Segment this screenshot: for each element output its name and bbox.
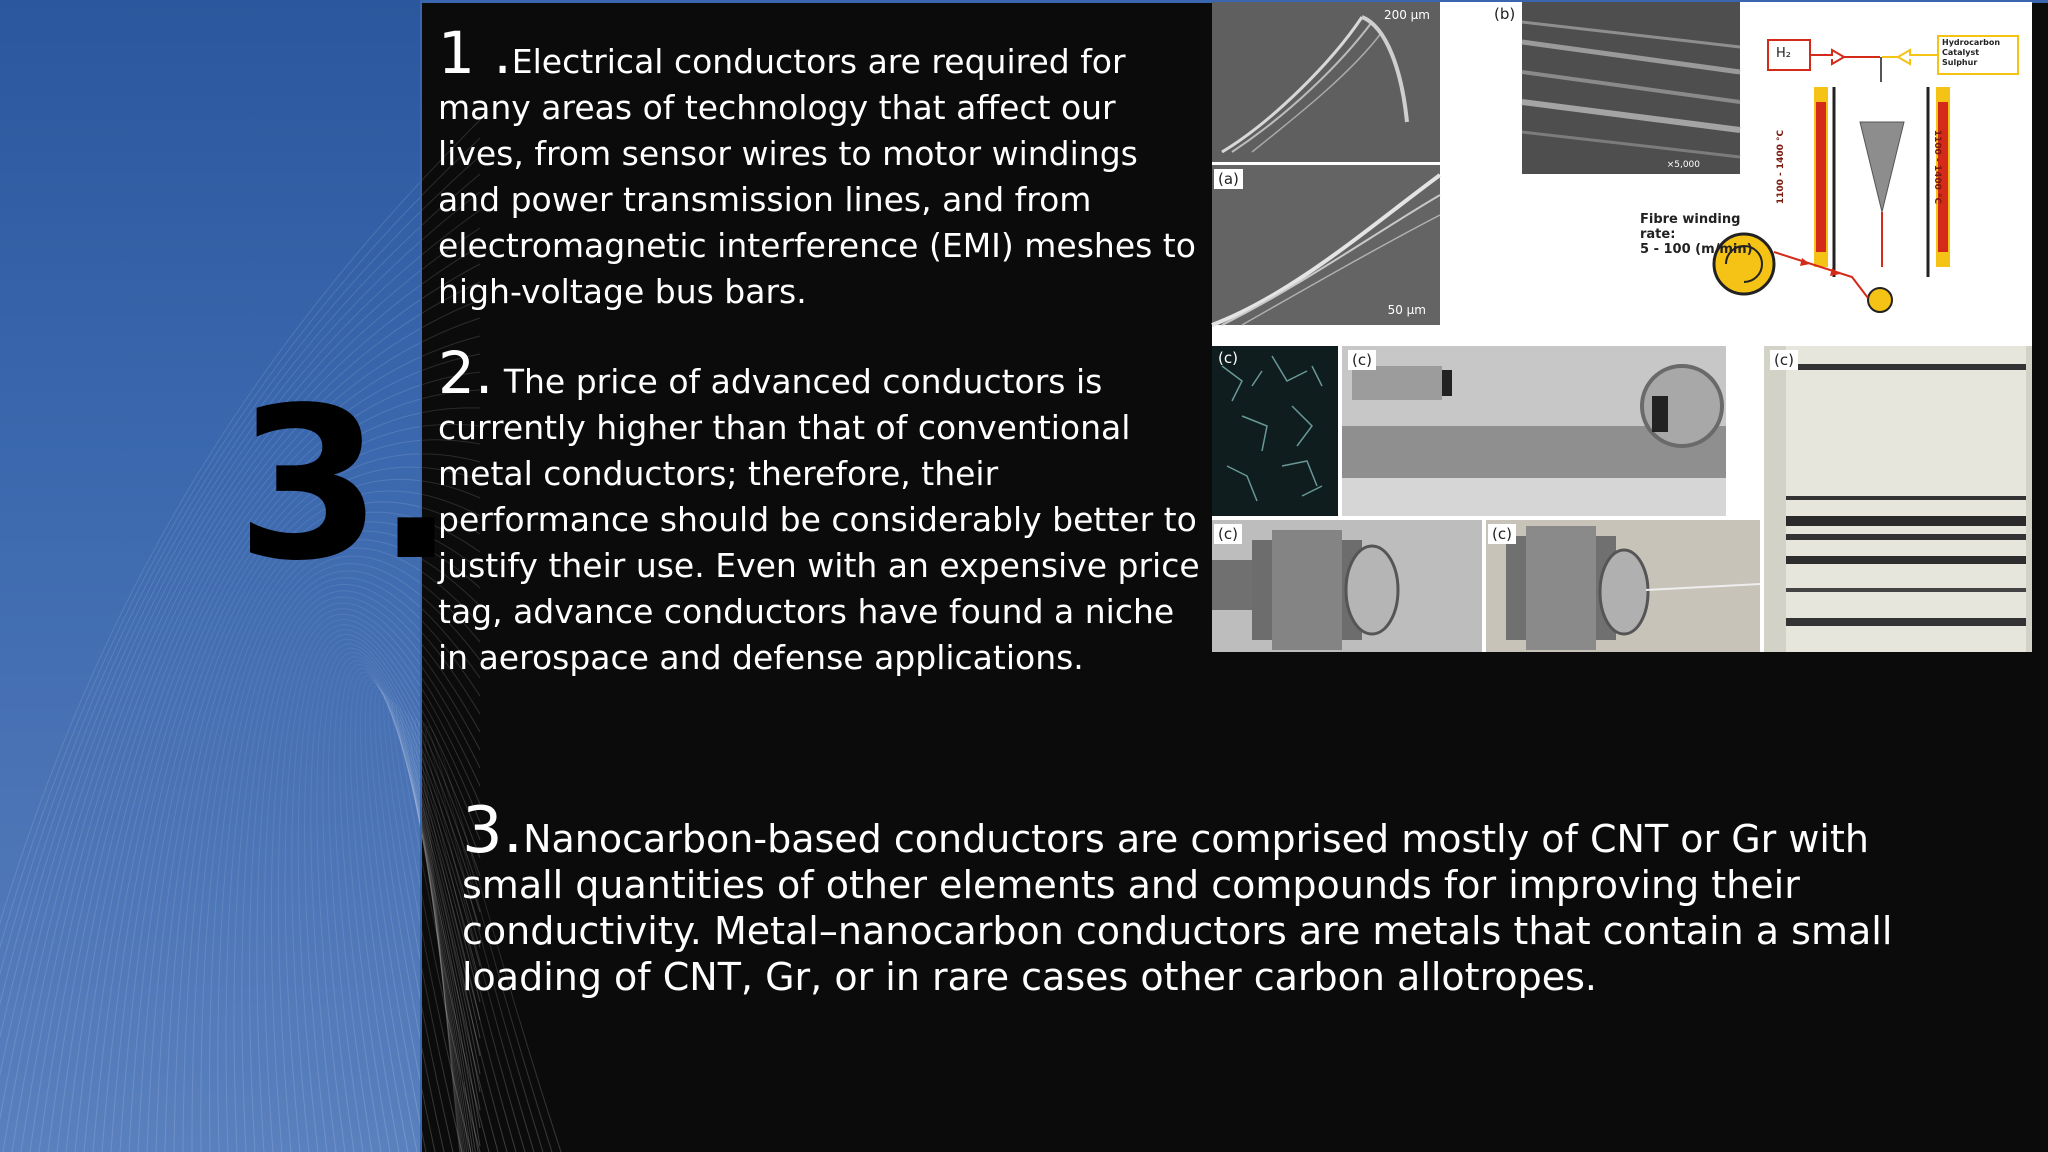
paragraph-3-number: 3. bbox=[462, 794, 524, 868]
paragraph-1-number: 1 . bbox=[438, 19, 512, 87]
scale-bar-label: 50 μm bbox=[1387, 303, 1426, 317]
feed-hydrocarbon: Hydrocarbon bbox=[1942, 38, 2001, 47]
feed-label-hydrocarbon bbox=[1942, 38, 2018, 68]
paragraph-1 bbox=[438, 19, 1198, 315]
paragraph-2 bbox=[438, 339, 1208, 681]
test-rig-photo bbox=[1342, 346, 1726, 516]
figure-label-c: (c) bbox=[1218, 349, 1238, 367]
micrograph-image bbox=[1212, 346, 1338, 516]
figure-label-c: (c) bbox=[1214, 524, 1242, 544]
fibre-spool-photo bbox=[1764, 346, 2032, 652]
feed-catalyst: Catalyst bbox=[1942, 48, 1980, 57]
figure-label-c: (c) bbox=[1770, 350, 1798, 370]
furnace-temperature-left: 1100 - 1400 °C bbox=[1776, 129, 1787, 205]
connector-fitting-photo-2 bbox=[1486, 520, 1760, 652]
composite-figure bbox=[1212, 2, 2032, 652]
slide-number: 3. bbox=[236, 362, 450, 607]
paragraph-2-number: 2. bbox=[438, 339, 494, 407]
winding-rate-title: Fibre winding rate: bbox=[1640, 212, 1741, 242]
figure-label-a: (a) bbox=[1214, 169, 1243, 189]
paragraph-1-text: Electrical conductors are required for many areas of technology that affect our lives, from sensor wires to motor windings and power transmission lines, and from electromagnetic interference (EMI) meshes to high-voltage bus bars. bbox=[438, 42, 1196, 311]
figure-label-c: (c) bbox=[1488, 524, 1516, 544]
scale-bar-label: 200 μm bbox=[1383, 8, 1430, 22]
sem-image-fibre-top bbox=[1212, 2, 1440, 162]
figure-label-b: (b) bbox=[1490, 4, 1519, 24]
winding-rate-value: 5 - 100 (m/min) bbox=[1640, 242, 1753, 257]
feed-sulphur: Sulphur bbox=[1942, 58, 1978, 67]
figure-label-c: (c) bbox=[1348, 350, 1376, 370]
winding-rate-label bbox=[1640, 212, 1780, 257]
furnace-temperature-right: 1100 - 1400 °C bbox=[1932, 129, 1943, 205]
sem-image-fibre-bundle bbox=[1522, 2, 1740, 174]
hydrogen-label: H₂ bbox=[1776, 46, 1791, 61]
connector-fitting-photo-1 bbox=[1212, 520, 1482, 652]
paragraph-3-text: Nanocarbon-based conductors are comprised mostly of CNT or Gr with small quantities of other elements and compounds for improving their conductivity. Metal–nanocarbon conductors are metals that contain a small loading of CNT, Gr, or in rare cases other carbon allotropes. bbox=[462, 817, 1893, 999]
sem-image-fibre-bottom bbox=[1212, 165, 1440, 325]
magnification-label: ×5,000 bbox=[1666, 160, 1700, 170]
paragraph-3 bbox=[462, 794, 1942, 1000]
paragraph-2-text: The price of advanced conductors is currently higher than that of conventional metal conductors; therefore, their performance should be considerably better to justify their use. Even with an expensive price tag, advance conductors have found a niche in aerospace and defense applications. bbox=[438, 362, 1200, 677]
